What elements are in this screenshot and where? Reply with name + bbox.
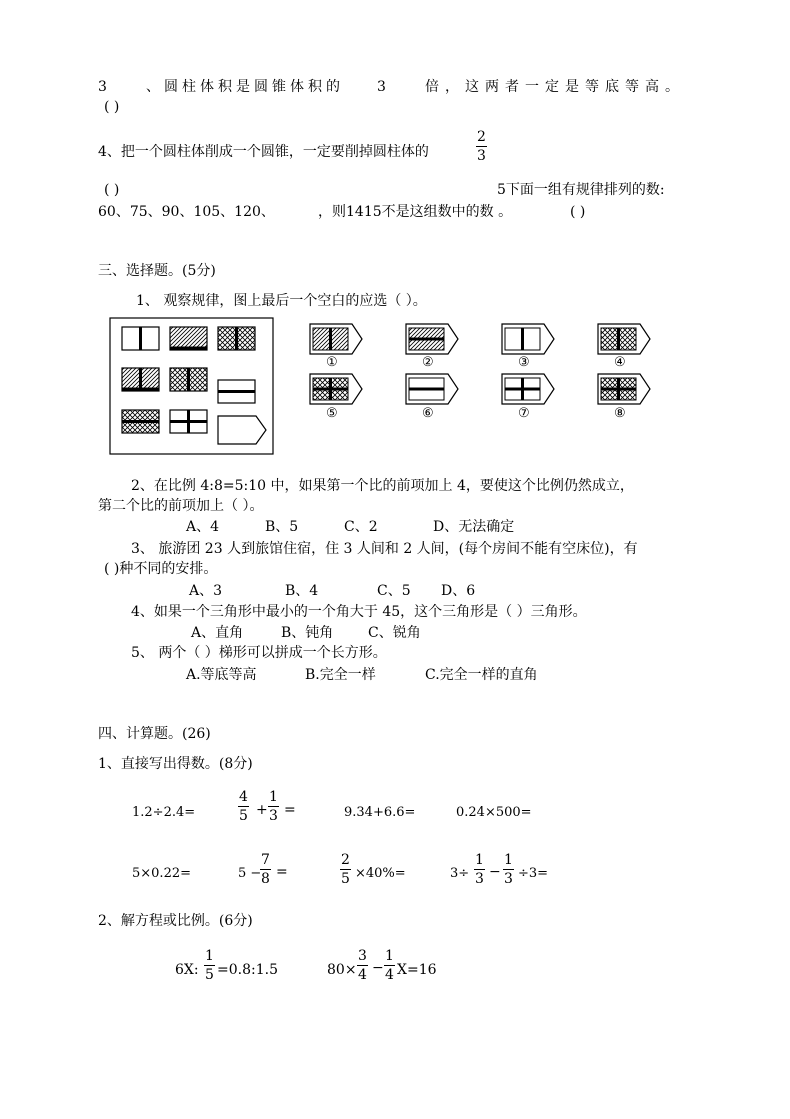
choice-q2-option-b[interactable]: B、5 [265, 519, 299, 535]
option-4-figure [598, 324, 650, 354]
calc-part1-title: 1、直接写出得数。(8分) [98, 756, 253, 772]
choice-q2-option-c[interactable]: C、2 [344, 519, 378, 535]
grid-cell-4 [122, 368, 159, 391]
option-5-label[interactable]: ⑤ [326, 406, 338, 421]
option-6-label[interactable]: ⑥ [422, 406, 434, 421]
calc-r1-c: 9.34+6.6= [344, 805, 416, 820]
calc-r2-d-post: ÷3= [518, 866, 549, 881]
tf-q3-text: 、圆柱体积是圆锥体积的 [146, 79, 344, 95]
calc-r1-d: 0.24×500= [456, 805, 532, 820]
calc-r2-c-post: ×40%= [355, 866, 406, 881]
calc-r1-b-frac2: $\frac{1}{3}$ [269, 789, 278, 824]
eq2-post: X=16 [397, 962, 437, 978]
grid-cell-6 [218, 380, 255, 403]
section-4-title: 四、计算题。(26) [98, 726, 211, 742]
calc-r2-d-frac2: $\frac{1}{3}$ [504, 852, 513, 887]
calc-r1-b-eq: = [284, 802, 296, 818]
option-6-figure [406, 374, 458, 404]
choice-q2-line1: 2、在比例 4:8=5:10 中，如果第一个比的前项加上 4，要使这个比例仍然成立， [131, 478, 634, 494]
choice-q3-line2: ( )种不同的安排。 [104, 561, 218, 577]
tf-q3-number: 3 [98, 79, 107, 95]
eq2-pre: 80× [327, 962, 357, 978]
choice-q5-option-b[interactable]: B.完全一样 [305, 667, 376, 683]
option-5-figure [310, 374, 362, 404]
eq2-frac2: $\frac{1}{4}$ [385, 948, 394, 983]
choice-q1-text: 1、 观察规律，图上最后一个空白的应选（ ）。 [136, 293, 427, 309]
option-7-figure [502, 374, 554, 404]
choice-q3-option-c[interactable]: C、5 [377, 583, 411, 599]
option-1-label[interactable]: ① [326, 355, 338, 370]
choice-q4-line: 4、如果一个三角形中最小的一个角大于 45，这个三角形是（ ）三角形。 [131, 604, 587, 620]
tf-q5-text: 5下面一组有规律排列的数: [497, 182, 665, 198]
choice-q3-option-d[interactable]: D、6 [441, 583, 476, 599]
option-7-label[interactable]: ⑦ [518, 406, 530, 421]
calc-r1-b-frac1: $\frac{4}{5}$ [239, 789, 248, 824]
eq2-op: − [372, 960, 384, 976]
choice-q5-line: 5、 两个（ ）梯形可以拼成一个长方形。 [131, 645, 387, 661]
eq1-pre: 6X: [175, 962, 199, 978]
tf-q4-text: 4、把一个圆柱体削成一个圆锥，一定要削掉圆柱体的 [98, 144, 429, 160]
option-2-figure [406, 324, 458, 354]
choice-q2-option-a[interactable]: A、4 [186, 519, 220, 535]
tf-q3-text2: 倍，这两者一定是等底等高。 [425, 79, 685, 95]
eq2-frac1: $\frac{3}{4}$ [358, 948, 367, 983]
option-3-figure [502, 324, 554, 354]
calc-r1-b-op: + [256, 802, 268, 818]
tf-q3-answer-paren[interactable]: ( ) [104, 99, 120, 115]
section-3-title: 三、选择题。(5分) [98, 263, 216, 279]
calc-r2-d-pre: 3÷ [450, 866, 470, 881]
calc-r2-b-eq: = [276, 864, 288, 880]
grid-cell-3 [218, 327, 255, 350]
choice-q3-option-b[interactable]: B、4 [285, 583, 319, 599]
tf-q3-three: 3 [377, 79, 386, 95]
choice-q4-option-c[interactable]: C、锐角 [368, 625, 421, 641]
calc-part2-title: 2、解方程或比例。(6分) [98, 913, 253, 929]
grid-cell-5 [170, 368, 207, 391]
tf-q5-sequence: 60、75、90、105、120、 [98, 204, 275, 220]
option-8-figure [598, 374, 650, 404]
tf-q4-fraction: $\frac{2}{3}$ [477, 129, 486, 164]
option-4-label[interactable]: ④ [614, 355, 626, 370]
option-8-label[interactable]: ⑧ [614, 406, 626, 421]
grid-cell-2 [170, 327, 207, 350]
calc-r1-a: 1.2÷2.4= [132, 805, 196, 820]
grid-cell-7 [122, 410, 159, 433]
calc-r2-d-op: − [489, 864, 501, 880]
choice-q2-option-d[interactable]: D、无法确定 [433, 519, 515, 535]
option-2-label[interactable]: ② [422, 355, 434, 370]
choice-q5-option-a[interactable]: A.等底等高 [186, 667, 257, 683]
choice-q2-line2: 第二个比的前项加上（ ）。 [98, 498, 264, 514]
calc-r2-b-frac: $\frac{7}{8}$ [261, 852, 270, 887]
choice-q4-option-b[interactable]: B、钝角 [281, 625, 334, 641]
choice-q5-option-c[interactable]: C.完全一样的直角 [425, 667, 538, 683]
tf-q4-answer-paren[interactable]: ( ) [104, 182, 120, 198]
calc-r2-d-frac1: $\frac{1}{3}$ [475, 852, 484, 887]
grid-cell-blank [218, 416, 266, 444]
eq1-post: =0.8:1.5 [217, 962, 278, 978]
calc-r2-b-pre: 5 − [238, 866, 262, 881]
tf-q5-answer-paren[interactable]: ( ) [570, 204, 586, 220]
option-3-label[interactable]: ③ [518, 355, 530, 370]
tf-q5-tail: ，则1415不是这组数中的数 。 [318, 204, 513, 220]
grid-cell-1 [122, 327, 159, 350]
choice-q3-option-a[interactable]: A、3 [189, 583, 223, 599]
option-1-figure [310, 324, 362, 354]
grid-cell-8 [170, 410, 207, 433]
choice-q4-option-a[interactable]: A、直角 [191, 625, 244, 641]
eq1-frac: $\frac{1}{5}$ [205, 948, 214, 983]
choice-q3-line1: 3、 旅游团 23 人到旅馆住宿，住 3 人间和 2 人间，(每个房间不能有空床位)，有 [131, 541, 638, 557]
calc-r2-a: 5×0.22= [132, 866, 192, 881]
calc-r2-c-frac: $\frac{2}{5}$ [341, 852, 350, 887]
